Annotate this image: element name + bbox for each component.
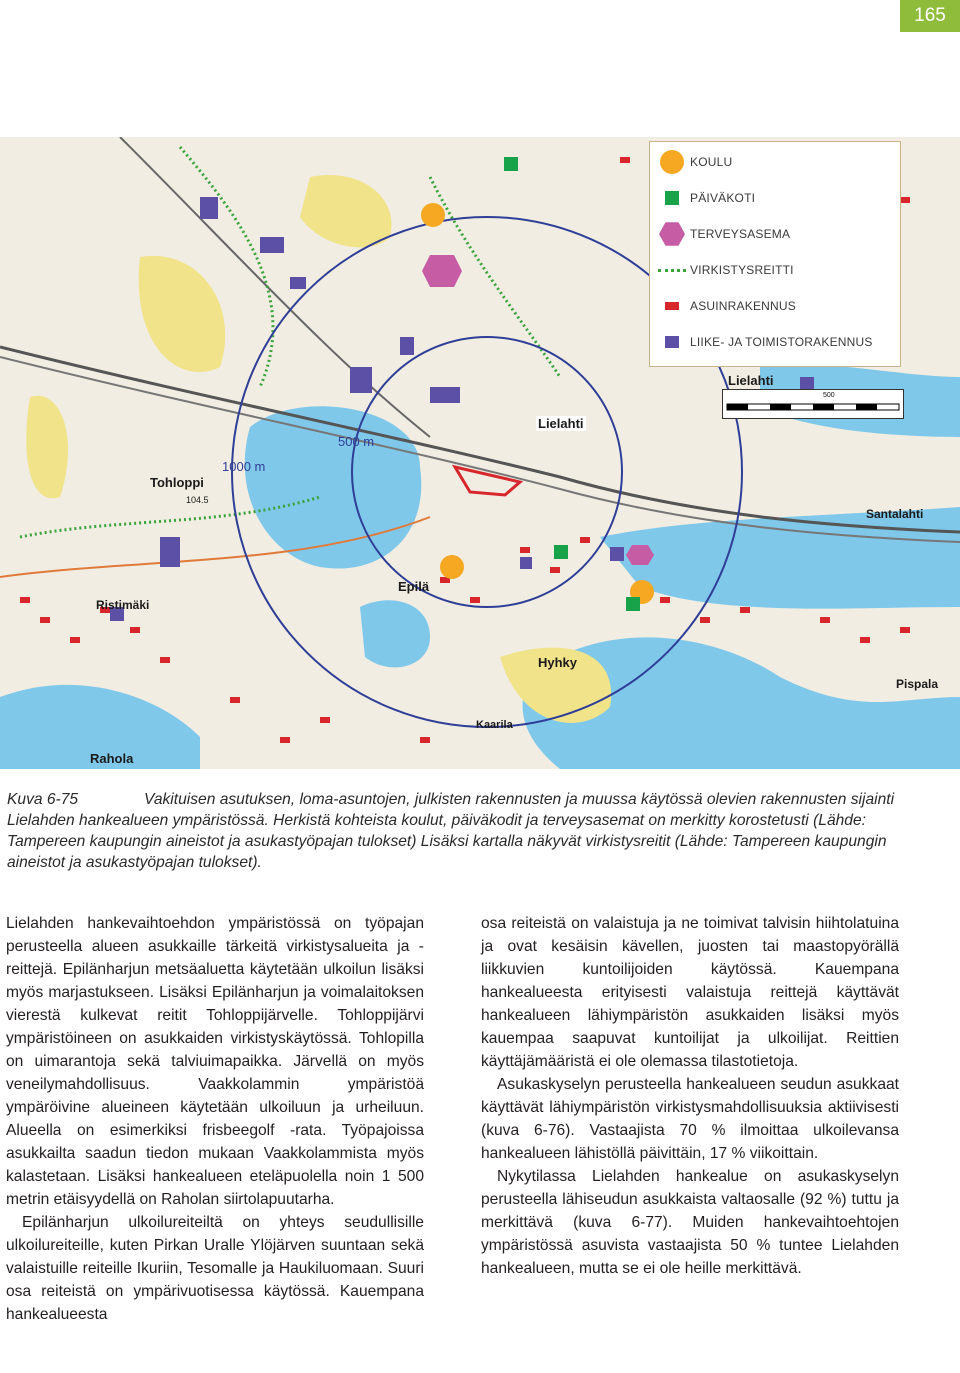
health-hexagon-icon (659, 221, 685, 247)
residential-building-icon (665, 302, 679, 310)
legend-item-route (658, 255, 898, 285)
commercial-building-icon (665, 336, 679, 348)
school-circle-icon (660, 150, 684, 174)
place-hyhky: Hyhky (538, 655, 578, 670)
place-ristimaki: Ristimäki (96, 598, 150, 612)
legend-item-school (658, 147, 898, 177)
text-column-left (6, 912, 424, 1326)
legend-label: VIRKISTYSREITTI (690, 263, 794, 277)
legend-label: KOULU (690, 155, 733, 169)
figure-number: Kuva 6-75 (7, 791, 79, 808)
legend-label: LIIKE- JA TOIMISTORAKENNUS (690, 335, 873, 349)
caption-text: Vakituisen asutuksen, loma-asuntojen, julkisten rakennusten ja muussa käytössä olevien rakennusten sijainti Lielahden hankealueen ympäristössä. Herkistä kohteista koulut, päiväkodit ja terveysasemat on merkitty korostetusti (Lähde: Tampereen kaupungin aineistot ja asukastyöpajan tulokset) Lisäksi kartalla näkyvät virkistysreitit (Lähde: Tampereen kaupungin aineistot ja asukastyöpajan tulokset). (7, 791, 895, 871)
paragraph: Nykytilassa Lielahden hankealue on asukaskyselyn perusteella lähiseudun asukkaista valtaosalle (92 %) tuttu ja merkittävä (kuva 6-77). Muiden hankevaihtoehtojen ympäristössä asuvista vastaajista 50 % tuntee Lielahden hankealueen, mutta se ei ole heille merkittävä. (481, 1168, 899, 1277)
legend-label: TERVEYSASEMA (690, 227, 791, 241)
legend-item-commercial (658, 327, 898, 357)
place-tohloppi-elevation: 104.5 (186, 495, 209, 505)
scale-bar (722, 389, 904, 419)
figure-caption (7, 789, 904, 873)
legend-label: ASUINRAKENNUS (690, 299, 796, 313)
paragraph: Asukaskyselyn perusteella hankealueen seudun asukkaat käyttävät lähiympäristön virkistysmahdollisuuksia aktiivisesti (kuva 6-76). Vastaajista 70 % ilmoittaa ulkoilevansa hankealueen lähistöllä päivittäin, 17 % viikoittain. (481, 1076, 899, 1162)
paragraph: osa reiteistä on valaistuja ja ne toimivat talvisin hiihtolatuina ja ovat kesäisin kävellen, juosten tai maastopyörällä liikkuvien kuntoilijoiden käytössä. Kauempana hankealueesta erityisesti valaistuja reittejä käyttävät hankealueen lähiympäristön asukkaiden lisäksi myös kauempaa saapuvat kuntoilijat ja ulkoilijat. Reittien käyttäjämääristä ei ole olemassa tilastotietoja. (481, 915, 899, 1070)
legend-item-residential (658, 291, 898, 321)
place-lielahti-top: Lielahti (728, 373, 774, 388)
recreation-route-icon (658, 269, 686, 272)
scale-label: 500 (823, 392, 835, 399)
place-santalahti: Santalahti (866, 507, 924, 521)
legend-item-health (658, 219, 898, 249)
place-tohloppi: Tohloppi (150, 475, 204, 490)
place-kaarila: Kaarila (476, 719, 513, 731)
legend-label: PÄIVÄKOTI (690, 191, 756, 205)
map-legend (649, 141, 901, 367)
place-epila: Epilä (398, 579, 430, 594)
place-rahola: Rahola (90, 751, 134, 766)
radius-1000-label: 1000 m (222, 459, 266, 474)
page-number: 165 (900, 0, 960, 32)
place-pispala: Pispala (896, 677, 939, 691)
legend-item-daycare (658, 183, 898, 213)
map-figure (0, 137, 960, 769)
radius-500-label: 500 m (338, 434, 375, 449)
paragraph: Lielahden hankevaihtoehdon ympäristössä on työpajan perusteella alueen asukkaille tärkeitä virkistysalueita ja -reittejä. Epilänharjun metsäaluetta käytetään ulkoilun lisäksi myös marjastukseen. Lisäksi Epilänharjun ja voimalaitoksen vierestä kulkevat reitit Tohloppijärvelle. Tohloppijärvi ympäristöineen on asukkaiden virkistyskäytössä. Tohlopilla on uimarantoja sekä talviuimapaikka. Järvellä on myös veneilymahdollisuus. Vaakkolammin ympäristöä ympäröivine alueineen käytetään ulkoiluun ja urheiluun. Alueella on esimerkiksi frisbeegolf -rata. Työpajoissa asukkailta saadun tiedon mukaan Vaakkolammista myös kalastetaan. Lisäksi hankealueen eteläpuolella noin 1 500 metrin etäisyydellä on Raholan siirtolapuutarha. (6, 915, 424, 1208)
daycare-square-icon (665, 191, 679, 205)
paragraph: Epilänharjun ulkoilureiteiltä on yhteys seudullisille ulkoilureiteille, kuten Pirkan Uralle Ylöjärven suuntaan sekä valaistuille reiteille Ikuriin, Tesomalle ja Haukiluomaan. Suuri osa reiteistä on ympärivuotisessa käytössä. Kauempana hankealueesta (6, 1214, 424, 1323)
place-lielahti: Lielahti (538, 416, 584, 431)
text-column-right (481, 912, 899, 1280)
